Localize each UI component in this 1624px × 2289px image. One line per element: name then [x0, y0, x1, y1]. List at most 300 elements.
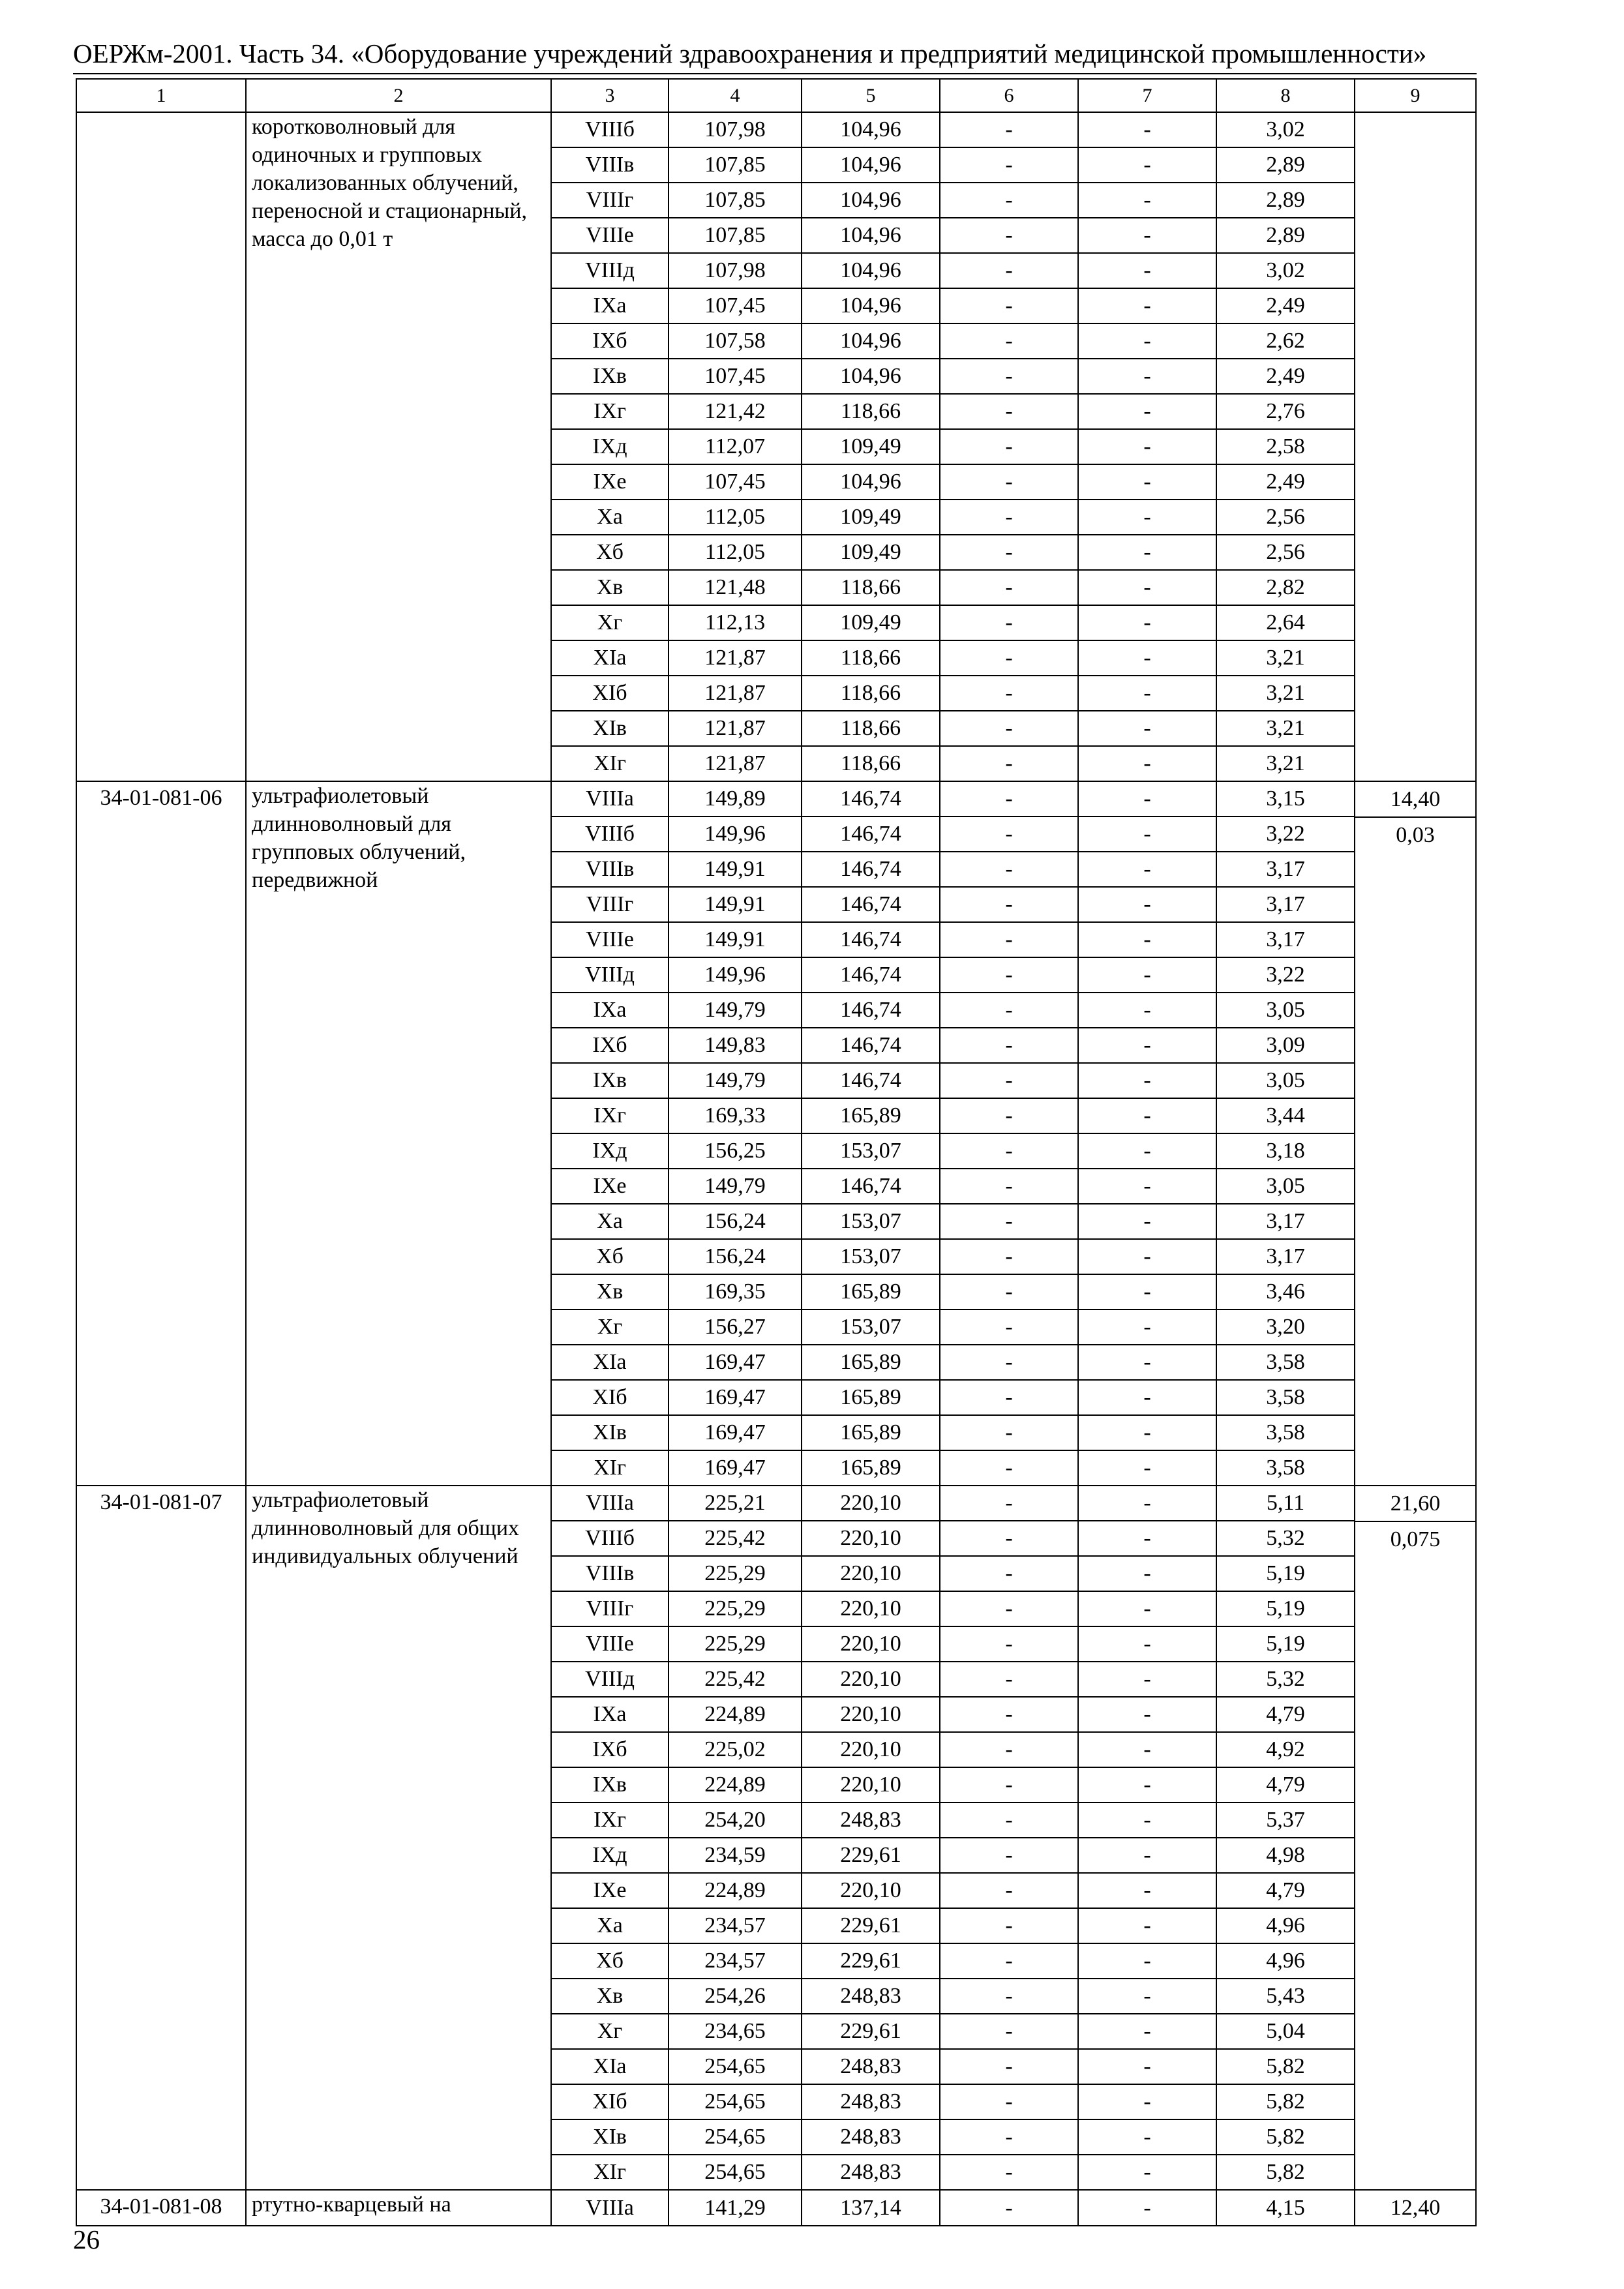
col7-value: - — [1078, 1450, 1216, 1486]
col4-value: 121,48 — [669, 570, 802, 605]
class-cell: VIIIа — [551, 781, 669, 816]
col6-value: - — [940, 1943, 1078, 1979]
column-number-8: 8 — [1216, 79, 1355, 112]
name-cell: ртутно-кварцевый на — [246, 2190, 551, 2226]
col4-value: 156,27 — [669, 1309, 802, 1345]
col6-value: - — [940, 1239, 1078, 1274]
header-rule — [73, 73, 1477, 74]
class-cell: XIб — [551, 1380, 669, 1415]
column-number-6: 6 — [940, 79, 1078, 112]
col7-value: - — [1078, 2049, 1216, 2084]
class-cell: Xг — [551, 2014, 669, 2049]
col8-value: 4,79 — [1216, 1767, 1355, 1803]
col7-value: - — [1078, 1838, 1216, 1873]
col5-value: 104,96 — [802, 183, 940, 218]
col8-value: 3,46 — [1216, 1274, 1355, 1309]
col7-value: - — [1078, 957, 1216, 993]
col6-value: - — [940, 852, 1078, 887]
col5-value: 220,10 — [802, 1591, 940, 1626]
table-row — [76, 112, 1476, 147]
col5-value: 146,74 — [802, 816, 940, 852]
col8-value: 5,82 — [1216, 2049, 1355, 2084]
col7-value: - — [1078, 1028, 1216, 1063]
col4-value: 169,35 — [669, 1274, 802, 1309]
col6-value: - — [940, 1028, 1078, 1063]
class-cell: IXд — [551, 429, 669, 464]
col6-value: - — [940, 464, 1078, 500]
class-cell: Xб — [551, 1239, 669, 1274]
col5-value: 229,61 — [802, 2014, 940, 2049]
col8-value: 5,04 — [1216, 2014, 1355, 2049]
col4-value: 156,25 — [669, 1133, 802, 1169]
col5-value: 153,07 — [802, 1239, 940, 1274]
col5-value: 104,96 — [802, 253, 940, 288]
col4-value: 169,33 — [669, 1098, 802, 1133]
col8-value: 2,58 — [1216, 429, 1355, 464]
col5-value: 104,96 — [802, 288, 940, 323]
col5-value: 165,89 — [802, 1450, 940, 1486]
col4-value: 149,89 — [669, 781, 802, 816]
col7-value: - — [1078, 147, 1216, 183]
col6-value: - — [940, 1133, 1078, 1169]
col8-value: 5,32 — [1216, 1662, 1355, 1697]
col5-value: 248,83 — [802, 1803, 940, 1838]
col6-value: - — [940, 676, 1078, 711]
col4-value: 121,87 — [669, 676, 802, 711]
col5-value: 146,74 — [802, 1169, 940, 1204]
col7-value: - — [1078, 711, 1216, 746]
col4-value: 112,05 — [669, 535, 802, 570]
col8-value: 3,17 — [1216, 852, 1355, 887]
col7-value: - — [1078, 1309, 1216, 1345]
col5-value: 165,89 — [802, 1380, 940, 1415]
col6-value: - — [940, 429, 1078, 464]
col7-value: - — [1078, 1345, 1216, 1380]
col4-value: 254,65 — [669, 2119, 802, 2155]
col8-value: 3,02 — [1216, 112, 1355, 147]
col6-value: - — [940, 1204, 1078, 1239]
col8-value: 3,17 — [1216, 887, 1355, 922]
col7-value: - — [1078, 887, 1216, 922]
col8-value: 3,21 — [1216, 746, 1355, 781]
col8-value: 2,64 — [1216, 605, 1355, 640]
col6-value: - — [940, 1309, 1078, 1345]
rates-table — [76, 78, 1477, 2226]
col4-value: 225,42 — [669, 1521, 802, 1556]
col6-value: - — [940, 1274, 1078, 1309]
class-cell: Xг — [551, 605, 669, 640]
col9-value: 0,03 — [1355, 816, 1475, 852]
col4-value: 107,45 — [669, 464, 802, 500]
col6-value: - — [940, 323, 1078, 359]
col5-value: 118,66 — [802, 640, 940, 676]
col8-value: 2,56 — [1216, 535, 1355, 570]
col8-value: 5,11 — [1216, 1486, 1355, 1521]
col6-value: - — [940, 2190, 1078, 2226]
col6-value: - — [940, 2155, 1078, 2190]
col6-value: - — [940, 218, 1078, 253]
col5-value: 109,49 — [802, 500, 940, 535]
col7-value: - — [1078, 922, 1216, 957]
col5-value: 104,96 — [802, 112, 940, 147]
table-row — [76, 2190, 1476, 2226]
col6-value: - — [940, 1486, 1078, 1521]
col4-value: 121,87 — [669, 746, 802, 781]
col5-value: 229,61 — [802, 1908, 940, 1943]
col4-value: 107,98 — [669, 112, 802, 147]
col6-value: - — [940, 993, 1078, 1028]
col8-value: 3,05 — [1216, 1063, 1355, 1098]
col7-value: - — [1078, 1486, 1216, 1521]
column-number-5: 5 — [802, 79, 940, 112]
col8-value: 3,09 — [1216, 1028, 1355, 1063]
col4-value: 225,29 — [669, 1591, 802, 1626]
code-cell — [76, 112, 246, 781]
class-cell: XIа — [551, 1345, 669, 1380]
class-cell: VIIIд — [551, 957, 669, 993]
col6-value: - — [940, 1556, 1078, 1591]
code-cell: 34-01-081-07 — [76, 1486, 246, 2190]
col6-value: - — [940, 1697, 1078, 1732]
col8-value: 2,76 — [1216, 394, 1355, 429]
col8-value: 2,89 — [1216, 183, 1355, 218]
class-cell: VIIIв — [551, 147, 669, 183]
col5-value: 220,10 — [802, 1486, 940, 1521]
col7-value: - — [1078, 2119, 1216, 2155]
col7-value: - — [1078, 323, 1216, 359]
col8-value: 3,44 — [1216, 1098, 1355, 1133]
col8-value: 3,58 — [1216, 1415, 1355, 1450]
column-number-2: 2 — [246, 79, 551, 112]
col7-value: - — [1078, 605, 1216, 640]
col4-value: 149,79 — [669, 993, 802, 1028]
col6-value: - — [940, 1838, 1078, 1873]
col4-value: 225,21 — [669, 1486, 802, 1521]
col5-value: 220,10 — [802, 1521, 940, 1556]
col8-value: 2,49 — [1216, 464, 1355, 500]
col7-value: - — [1078, 676, 1216, 711]
col4-value: 254,20 — [669, 1803, 802, 1838]
col4-value: 107,45 — [669, 359, 802, 394]
col5-value: 109,49 — [802, 605, 940, 640]
col8-value: 2,89 — [1216, 218, 1355, 253]
col4-value: 149,96 — [669, 816, 802, 852]
col4-value: 254,26 — [669, 1979, 802, 2014]
col7-value: - — [1078, 1979, 1216, 2014]
column-number-3: 3 — [551, 79, 669, 112]
col7-value: - — [1078, 288, 1216, 323]
col6-value: - — [940, 1767, 1078, 1803]
col7-value: - — [1078, 464, 1216, 500]
name-cell: коротковолновый для одиночных и групповых локализованных облучений, переносной и стационарный, масса до 0,01 т — [246, 112, 551, 781]
col5-value: 118,66 — [802, 676, 940, 711]
class-cell: XIб — [551, 676, 669, 711]
col5-value: 109,49 — [802, 535, 940, 570]
col7-value: - — [1078, 1556, 1216, 1591]
class-cell: Xа — [551, 1204, 669, 1239]
col6-value: - — [940, 1908, 1078, 1943]
class-cell: VIIIв — [551, 1556, 669, 1591]
col7-value: - — [1078, 640, 1216, 676]
class-cell: VIIIв — [551, 852, 669, 887]
class-cell: Xа — [551, 500, 669, 535]
col6-value: - — [940, 1415, 1078, 1450]
class-cell: Xв — [551, 570, 669, 605]
class-cell: XIг — [551, 746, 669, 781]
column-numbers-row — [76, 79, 1476, 112]
class-cell: XIб — [551, 2084, 669, 2119]
col8-value: 5,19 — [1216, 1591, 1355, 1626]
col7-value: - — [1078, 570, 1216, 605]
col8-value: 5,43 — [1216, 1979, 1355, 2014]
col6-value: - — [940, 887, 1078, 922]
col8-value: 3,21 — [1216, 640, 1355, 676]
col7-value: - — [1078, 852, 1216, 887]
col4-value: 121,42 — [669, 394, 802, 429]
col5-value: 165,89 — [802, 1345, 940, 1380]
col5-value: 220,10 — [802, 1697, 940, 1732]
col8-value: 5,82 — [1216, 2155, 1355, 2190]
col5-value: 220,10 — [802, 1767, 940, 1803]
class-cell: IXг — [551, 394, 669, 429]
col6-value: - — [940, 1380, 1078, 1415]
class-cell: XIв — [551, 711, 669, 746]
col4-value: 225,29 — [669, 1626, 802, 1662]
col7-value: - — [1078, 1908, 1216, 1943]
col4-value: 107,45 — [669, 288, 802, 323]
col4-value: 107,85 — [669, 183, 802, 218]
col8-value: 4,98 — [1216, 1838, 1355, 1873]
col8-value: 3,05 — [1216, 993, 1355, 1028]
col6-value: - — [940, 112, 1078, 147]
col5-value: 248,83 — [802, 2119, 940, 2155]
class-cell: IXб — [551, 323, 669, 359]
col7-value: - — [1078, 1732, 1216, 1767]
col4-value: 149,91 — [669, 922, 802, 957]
col8-value: 2,89 — [1216, 147, 1355, 183]
col5-value: 137,14 — [802, 2190, 940, 2226]
class-cell: IXг — [551, 1803, 669, 1838]
class-cell: VIIIа — [551, 2190, 669, 2226]
col8-value: 4,96 — [1216, 1943, 1355, 1979]
col8-value: 3,21 — [1216, 676, 1355, 711]
col9-value: 0,075 — [1355, 1521, 1475, 1557]
col6-value: - — [940, 147, 1078, 183]
class-cell: VIIIг — [551, 1591, 669, 1626]
col7-value: - — [1078, 359, 1216, 394]
col5-value: 165,89 — [802, 1274, 940, 1309]
class-cell: VIIIд — [551, 1662, 669, 1697]
name-cell: ультрафиолетовый длинноволновый для групповых облучений, передвижной — [246, 781, 551, 1486]
col4-value: 107,85 — [669, 218, 802, 253]
col6-value: - — [940, 2119, 1078, 2155]
col8-value: 3,15 — [1216, 781, 1355, 816]
col5-value: 153,07 — [802, 1133, 940, 1169]
class-cell: IXе — [551, 464, 669, 500]
col7-value: - — [1078, 1415, 1216, 1450]
col6-value: - — [940, 183, 1078, 218]
col7-value: - — [1078, 1098, 1216, 1133]
col4-value: 112,13 — [669, 605, 802, 640]
col4-value: 149,91 — [669, 887, 802, 922]
col6-value: - — [940, 746, 1078, 781]
col8-value: 2,49 — [1216, 288, 1355, 323]
col8-value: 3,18 — [1216, 1133, 1355, 1169]
col7-value: - — [1078, 2190, 1216, 2226]
class-cell: VIIIе — [551, 1626, 669, 1662]
col6-value: - — [940, 1345, 1078, 1380]
col7-value: - — [1078, 253, 1216, 288]
col6-value: - — [940, 1979, 1078, 2014]
class-cell: VIIIе — [551, 922, 669, 957]
col4-value: 149,91 — [669, 852, 802, 887]
col4-value: 224,89 — [669, 1873, 802, 1908]
col7-value: - — [1078, 746, 1216, 781]
col8-value: 3,58 — [1216, 1345, 1355, 1380]
col8-value: 3,58 — [1216, 1380, 1355, 1415]
col6-value: - — [940, 535, 1078, 570]
column-number-7: 7 — [1078, 79, 1216, 112]
col4-value: 234,57 — [669, 1908, 802, 1943]
col5-value: 220,10 — [802, 1732, 940, 1767]
class-cell: XIа — [551, 2049, 669, 2084]
col4-value: 169,47 — [669, 1380, 802, 1415]
class-cell: IXа — [551, 288, 669, 323]
class-cell: IXв — [551, 1767, 669, 1803]
col4-value: 254,65 — [669, 2155, 802, 2190]
col6-value: - — [940, 1450, 1078, 1486]
col8-value: 4,79 — [1216, 1697, 1355, 1732]
col8-value: 5,82 — [1216, 2119, 1355, 2155]
col8-value: 3,17 — [1216, 1239, 1355, 1274]
col5-value: 104,96 — [802, 359, 940, 394]
col5-value: 146,74 — [802, 852, 940, 887]
class-cell: IXг — [551, 1098, 669, 1133]
col6-value: - — [940, 359, 1078, 394]
col6-value: - — [940, 781, 1078, 816]
col5-value: 109,49 — [802, 429, 940, 464]
col9-value: 21,60 — [1390, 1491, 1441, 1516]
col4-value: 224,89 — [669, 1767, 802, 1803]
col5-value: 229,61 — [802, 1838, 940, 1873]
code-cell: 34-01-081-08 — [76, 2190, 246, 2226]
col8-value: 5,37 — [1216, 1803, 1355, 1838]
col8-value: 4,92 — [1216, 1732, 1355, 1767]
col7-value: - — [1078, 112, 1216, 147]
col8-value: 5,82 — [1216, 2084, 1355, 2119]
class-cell: VIIIб — [551, 1521, 669, 1556]
col6-value: - — [940, 1662, 1078, 1697]
col5-value: 146,74 — [802, 957, 940, 993]
col8-value: 4,96 — [1216, 1908, 1355, 1943]
col8-value: 3,05 — [1216, 1169, 1355, 1204]
col7-value: - — [1078, 781, 1216, 816]
col7-value: - — [1078, 535, 1216, 570]
col9-value: 12,40 — [1390, 2196, 1441, 2220]
class-cell: Xб — [551, 535, 669, 570]
col5-value: 146,74 — [802, 781, 940, 816]
col6-value: - — [940, 2014, 1078, 2049]
col8-value: 3,58 — [1216, 1450, 1355, 1486]
col4-value: 121,87 — [669, 640, 802, 676]
col4-value: 112,05 — [669, 500, 802, 535]
col4-value: 169,47 — [669, 1345, 802, 1380]
col6-value: - — [940, 570, 1078, 605]
col4-value: 169,47 — [669, 1415, 802, 1450]
class-cell: XIа — [551, 640, 669, 676]
col9-cell — [1355, 1486, 1476, 2190]
col5-value: 104,96 — [802, 147, 940, 183]
class-cell: IXе — [551, 1169, 669, 1204]
col8-value: 3,17 — [1216, 1204, 1355, 1239]
col6-value: - — [940, 2084, 1078, 2119]
col6-value: - — [940, 1521, 1078, 1556]
class-cell: IXе — [551, 1873, 669, 1908]
col8-value: 2,62 — [1216, 323, 1355, 359]
col7-value: - — [1078, 1133, 1216, 1169]
col5-value: 220,10 — [802, 1626, 940, 1662]
col4-value: 107,98 — [669, 253, 802, 288]
col7-value: - — [1078, 429, 1216, 464]
code-cell: 34-01-081-06 — [76, 781, 246, 1486]
col6-value: - — [940, 1626, 1078, 1662]
col5-value: 220,10 — [802, 1556, 940, 1591]
page-header: ОЕРЖм-2001. Часть 34. «Оборудование учреждений здравоохранения и предприятий медицинской промышленности» — [73, 38, 1427, 68]
col9-cell — [1355, 112, 1476, 781]
col5-value: 104,96 — [802, 323, 940, 359]
table-row — [76, 781, 1476, 816]
column-number-4: 4 — [669, 79, 802, 112]
col8-value: 3,20 — [1216, 1309, 1355, 1345]
col9-cell — [1355, 2190, 1476, 2226]
col4-value: 234,65 — [669, 2014, 802, 2049]
col8-value: 3,22 — [1216, 957, 1355, 993]
col8-value: 2,49 — [1216, 359, 1355, 394]
col6-value: - — [940, 1732, 1078, 1767]
col4-value: 225,02 — [669, 1732, 802, 1767]
column-number-1: 1 — [76, 79, 246, 112]
col5-value: 153,07 — [802, 1309, 940, 1345]
col4-value: 254,65 — [669, 2084, 802, 2119]
col7-value: - — [1078, 183, 1216, 218]
col4-value: 149,96 — [669, 957, 802, 993]
col4-value: 234,59 — [669, 1838, 802, 1873]
class-cell: IXв — [551, 1063, 669, 1098]
table-row — [76, 1486, 1476, 1521]
col6-value: - — [940, 605, 1078, 640]
col9-value: 14,40 — [1390, 787, 1441, 811]
col6-value: - — [940, 1591, 1078, 1626]
col8-value: 5,19 — [1216, 1626, 1355, 1662]
col6-value: - — [940, 957, 1078, 993]
col6-value: - — [940, 640, 1078, 676]
col5-value: 248,83 — [802, 2049, 940, 2084]
col8-value: 5,32 — [1216, 1521, 1355, 1556]
page-number: 26 — [73, 2224, 100, 2254]
col6-value: - — [940, 1098, 1078, 1133]
col8-value: 2,82 — [1216, 570, 1355, 605]
col4-value: 254,65 — [669, 2049, 802, 2084]
col5-value: 165,89 — [802, 1098, 940, 1133]
col6-value: - — [940, 922, 1078, 957]
col8-value: 4,15 — [1216, 2190, 1355, 2226]
class-cell: VIIIб — [551, 816, 669, 852]
col8-value: 4,79 — [1216, 1873, 1355, 1908]
col9-cell — [1355, 781, 1476, 1486]
class-cell: IXб — [551, 1028, 669, 1063]
col8-value: 5,19 — [1216, 1556, 1355, 1591]
col7-value: - — [1078, 2155, 1216, 2190]
